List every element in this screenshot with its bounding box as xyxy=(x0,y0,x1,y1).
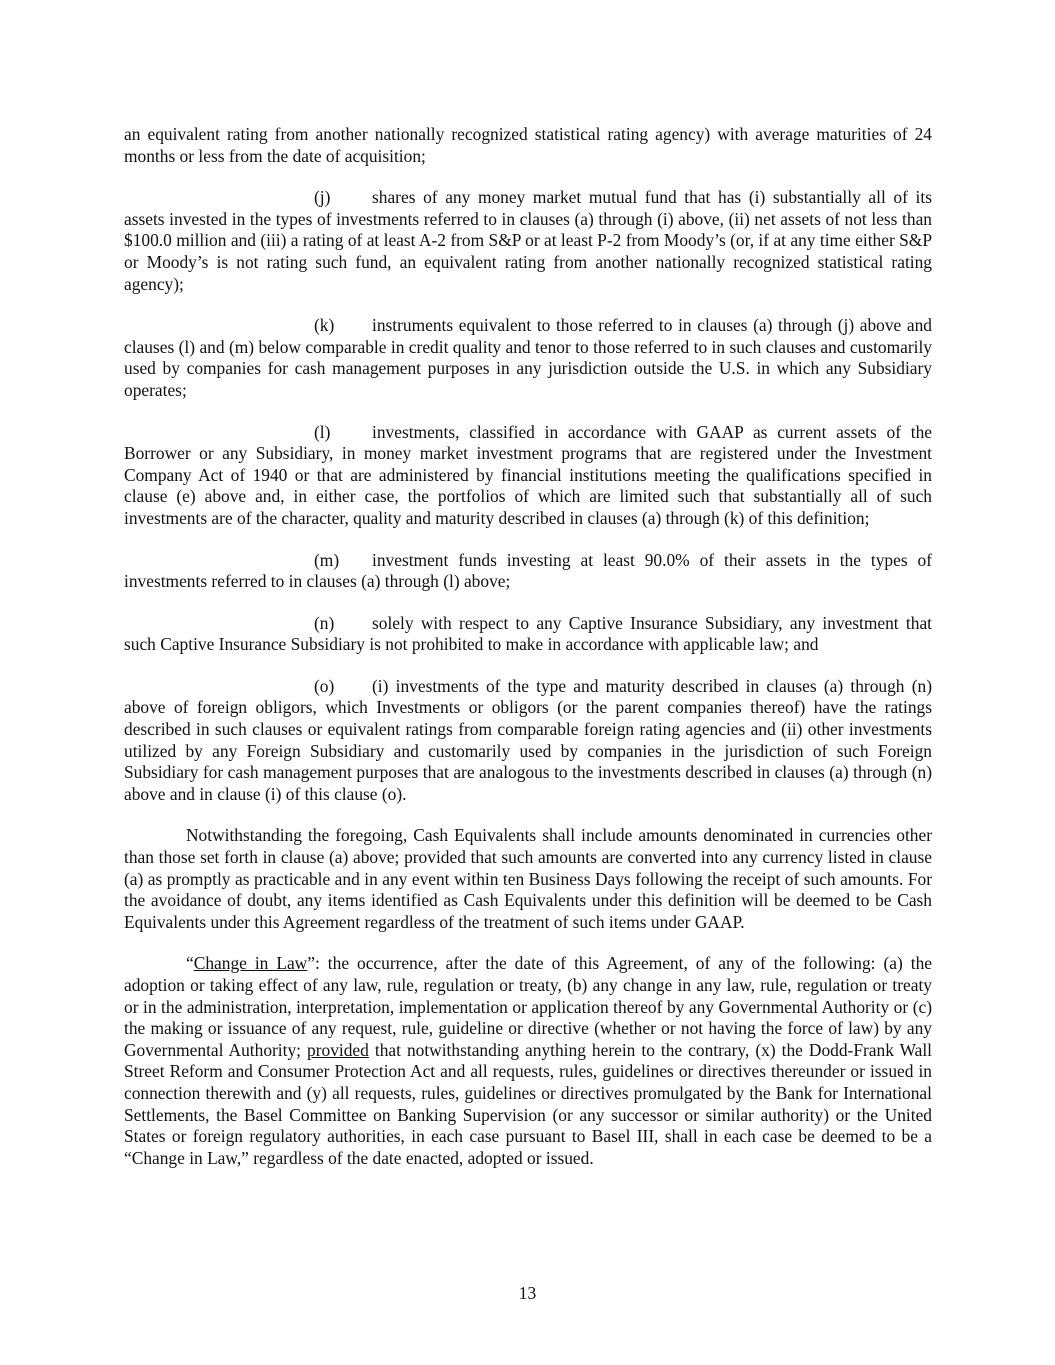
clause-label: (j) xyxy=(314,187,331,208)
change-in-law-definition xyxy=(124,953,932,1169)
clause-k xyxy=(124,315,932,401)
clause-text: investment funds investing at least 90.0% of their assets in the types of investments referred to in clauses (a) through (l) above; xyxy=(124,549,932,592)
definition-text-part-2: that notwithstanding anything herein to the contrary, (x) the Dodd-Frank Wall Street Reform and Consumer Protection Act and all requests, rules, guidelines or directives thereunder or issued in connection therewith and (y) all requests, rules, guidelines or directives promulgated by the Bank for International Settlements, the Basel Committee on Banking Supervision (or any successor or similar authority) or the United States or foreign regulatory authorities, in each case pursuant to Basel III, shall in each case be deemed to be a “Change in Law,” regardless of the date enacted, adopted or issued. xyxy=(124,1039,932,1168)
clause-text: investments, classified in accordance with GAAP as current assets of the Borrower or any Subsidiary, in money market investment programs that are registered under the Investment Company Act of 1940 or that are administered by financial institutions meeting the qualifications specified in clause (e) above and, in either case, the portfolios of which are limited such that substantially all of such investments are of the character, quality and maturity described in clauses (a) through (k) of this definition; xyxy=(124,421,932,528)
clause-label: (k) xyxy=(314,315,335,336)
clause-label: (m) xyxy=(314,549,340,570)
open-quote: “ xyxy=(186,953,194,974)
clause-label: (o) xyxy=(314,675,335,696)
clause-m xyxy=(124,550,932,593)
clause-text: (i) investments of the type and maturity described in clauses (a) through (n) above of foreign obligors, which Investments or obligors (or the parent companies thereof) have the ratings described in such clauses or equivalent ratings from comparable foreign rating agencies and (ii) other investments utilized by any Foreign Subsidiary and customarily used by companies in the jurisdiction of such Foreign Subsidiary for cash management purposes that are analogous to the investments described in clauses (a) through (n) above and in clause (i) of this clause (o). xyxy=(124,675,932,804)
clause-label: (l) xyxy=(314,421,331,442)
clause-j xyxy=(124,187,932,295)
notwithstanding-paragraph: Notwithstanding the foregoing, Cash Equivalents shall include amounts denominated in currencies other than those set forth in clause (a) above; provided that such amounts are converted into any currency listed in clause (a) as promptly as practicable and in any event within ten Business Days following the receipt of such amounts. For the avoidance of doubt, any items identified as Cash Equivalents under this definition will be deemed to be Cash Equivalents under this Agreement regardless of the treatment of such items under GAAP. xyxy=(124,825,932,932)
defined-term-change-in-law: Change in Law xyxy=(193,953,308,974)
document-page xyxy=(124,124,932,1189)
page-number: 13 xyxy=(518,1283,537,1303)
clause-text: solely with respect to any Captive Insurance Subsidiary, any investment that such Captive Insurance Subsidiary is not prohibited to make in accordance with applicable law; and xyxy=(124,612,932,655)
definition-text-part-1: the occurrence, after the date of this Agreement, of any of the following: (a) the adoption or taking effect of any law, rule, regulation or treaty, (b) any change in any law, rule, regulation or treaty or in the administration, interpretation, implementation or application thereof by any Governmental Authority or (c) the making or issuance of any request, rule, guideline or directive (whether or not having the force of law) by any Governmental Authority; xyxy=(124,953,932,1060)
clause-text: shares of any money market mutual fund that has (i) substantially all of its assets invested in the types of investments referred to in clauses (a) through (i) above, (ii) net assets of not less than $100.0 million and (iii) a rating of at least A-2 from S&P or at least P-2 from Moody’s (or, if at any time either S&P or Moody’s is not rating such fund, an equivalent rating from another nationally recognized statistical rating agency); xyxy=(124,187,932,294)
provided-term: provided xyxy=(307,1039,369,1060)
clause-text: instruments equivalent to those referred to in clauses (a) through (j) above and clauses (l) and (m) below comparable in credit quality and tenor to those referred to in such clauses and customarily used by companies for cash management purposes in any jurisdiction outside the U.S. in which any Subsidiary operates; xyxy=(124,315,932,400)
clause-n xyxy=(124,613,932,656)
close-quote-colon: ”: xyxy=(307,953,320,974)
continuation-paragraph: an equivalent rating from another nationally recognized statistical rating agency) with average maturities of 24 months or less from the date of acquisition; xyxy=(124,124,932,166)
clause-label: (n) xyxy=(314,612,335,633)
clause-o xyxy=(124,676,932,806)
clause-l xyxy=(124,422,932,530)
